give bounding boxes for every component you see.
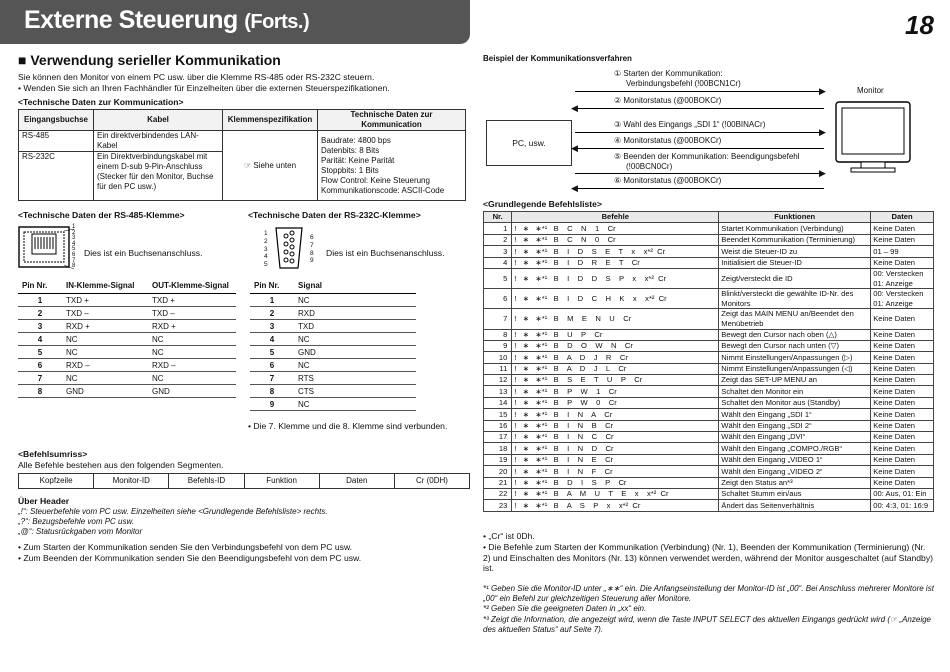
- rs485-row: [18, 346, 236, 359]
- pin-number: 2: [250, 307, 294, 320]
- signal: RTS: [294, 372, 416, 385]
- signal: CTS: [294, 385, 416, 398]
- command-data: Keine Daten: [871, 466, 934, 477]
- command-code: ! ∗ ∗*¹ B A M U T E x x*² Cr: [512, 488, 719, 499]
- command-code: ! ∗ ∗*¹ B P W 0 Cr: [512, 397, 719, 408]
- command-function: Wählt den Eingang „SDI 2“: [719, 420, 871, 431]
- command-data: Keine Daten: [871, 363, 934, 374]
- note-cr: • „Cr“ ist 0Dh.: [483, 531, 535, 541]
- command-data: Keine Daten: [871, 397, 934, 408]
- in-signal: TXD –: [62, 307, 148, 320]
- command-row: [484, 432, 934, 443]
- command-number: 10: [484, 352, 512, 363]
- command-data: Keine Daten: [871, 340, 934, 351]
- command-data: Keine Daten: [871, 309, 934, 329]
- cable-rs232: Ein Direktverbindungskabel mit einem D-sub 9-Pin-Anschluss (Stecker für den Monitor, Buchse für den PC usw.): [94, 152, 223, 201]
- step-1: ① Starten der Kommunikation:: [614, 69, 723, 78]
- command-row: [484, 352, 934, 363]
- command-number: 15: [484, 409, 512, 420]
- step-1b: Verbindungsbefehl (!00BCN1Cr): [626, 79, 741, 88]
- header-info-line: „?“: Bezugsbefehle vom PC usw.: [18, 517, 135, 526]
- arrowhead-right-icon: ▶: [819, 127, 826, 137]
- tech-table: [18, 109, 466, 201]
- cmd-th-function: Funktionen: [719, 212, 871, 223]
- command-function: Nimmt Einstellungen/Anpassungen (▷): [719, 352, 871, 363]
- befehl-heading: <Befehlsumriss>: [18, 449, 88, 459]
- pin-number: 2: [18, 307, 62, 320]
- th-cable: Kabel: [94, 110, 223, 131]
- command-function: Bewegt den Cursor nach oben (△): [719, 329, 871, 340]
- command-rows: [484, 223, 934, 511]
- command-function: Zeigt den Status an*³: [719, 477, 871, 488]
- command-number: 9: [484, 340, 512, 351]
- signal: TXD: [294, 320, 416, 333]
- command-row: [484, 466, 934, 477]
- step-5: ⑤ Beenden der Kommunikation: Beendigungsbefehl: [614, 152, 800, 161]
- command-code: ! ∗ ∗*¹ B A S P x x*² Cr: [512, 500, 719, 511]
- rs232-row: [250, 307, 416, 320]
- pin-number: 7: [18, 372, 62, 385]
- command-code: ! ∗ ∗*¹ B I N F Cr: [512, 466, 719, 477]
- pin-number: 6: [18, 359, 62, 372]
- command-data: Keine Daten: [871, 386, 934, 397]
- command-data: 01 – 99: [871, 246, 934, 257]
- pin-number: 1: [250, 294, 294, 307]
- out-signal: NC: [148, 372, 236, 385]
- command-function: Startet Kommunikation (Verbindung): [719, 223, 871, 234]
- command-code: ! ∗ ∗*¹ B U P Cr: [512, 329, 719, 340]
- command-function: Schaltet den Monitor aus (Standby): [719, 397, 871, 408]
- port-rs232: RS-232C: [19, 152, 94, 201]
- command-code: ! ∗ ∗*¹ B I N B Cr: [512, 420, 719, 431]
- rs232-row: [250, 372, 416, 385]
- monitor-label: Monitor: [857, 86, 884, 95]
- pin-number: 5: [250, 346, 294, 359]
- command-code: ! ∗ ∗*¹ B P W 1 Cr: [512, 386, 719, 397]
- command-data: Keine Daten: [871, 375, 934, 386]
- command-function: Ändert das Seitenverhältnis: [719, 500, 871, 511]
- rs485-heading: <Technische Daten der RS-485-Klemme>: [18, 210, 185, 220]
- out-signal: TXD –: [148, 307, 236, 320]
- pin-number: 3: [250, 320, 294, 333]
- rs232-pin-label: 3: [264, 245, 268, 253]
- command-data: 00: Aus, 01: Ein: [871, 488, 934, 499]
- pin-number: 1: [18, 294, 62, 307]
- header-info-line: „@“: Statusrückgaben vom Monitor: [18, 527, 143, 536]
- in-signal: NC: [62, 346, 148, 359]
- rs232-row: [250, 359, 416, 372]
- pin-number: 8: [250, 385, 294, 398]
- footnote-3: *³ Zeigt die Information, die angezeigt wird, wenn die Taste INPUT SELECT des aktuellen Eingangs gedrückt wird (☞ „Anzeige des aktuellen Status“ auf Seite 7).: [483, 615, 931, 634]
- command-code: ! ∗ ∗*¹ B C N 0 Cr: [512, 234, 719, 245]
- arrowhead-left-icon: ◀: [571, 143, 578, 153]
- port-rs485: RS-485: [19, 131, 94, 152]
- command-row: [484, 268, 934, 288]
- rs485-conn-note: Dies ist ein Buchsenanschluss.: [84, 248, 203, 258]
- command-number: 13: [484, 386, 512, 397]
- command-number: 3: [484, 246, 512, 257]
- rs232-conn-note: Dies ist ein Buchsenanschluss.: [326, 248, 445, 258]
- command-row: [484, 309, 934, 329]
- command-data: Keine Daten: [871, 454, 934, 465]
- rs232-pin-label: 8: [310, 249, 314, 257]
- command-row: [484, 329, 934, 340]
- command-number: 23: [484, 500, 512, 511]
- list-heading: <Grundlegende Befehlsliste>: [483, 199, 602, 209]
- rs485-pin-label: 2: [72, 229, 76, 236]
- rs485-pin-label: 1: [72, 224, 76, 230]
- command-number: 16: [484, 420, 512, 431]
- segment-command-id: Befehls-ID: [169, 474, 244, 488]
- command-code: ! ∗ ∗*¹ B I D R E T Cr: [512, 257, 719, 268]
- command-data: Keine Daten: [871, 352, 934, 363]
- signal: NC: [294, 333, 416, 346]
- footnote-2: *² Geben Sie die geeigneten Daten in „xx“ ein.: [483, 604, 647, 613]
- step-4: ④ Monitorstatus (@00BOKCr): [614, 136, 722, 145]
- rs485-rows: [18, 294, 236, 398]
- befehl-desc: Alle Befehle bestehen aus den folgenden Segmenten.: [18, 460, 224, 470]
- command-number: 8: [484, 329, 512, 340]
- rs232-row: [250, 385, 416, 398]
- command-function: Wählt den Eingang „VIDEO 1“: [719, 454, 871, 465]
- arrow-right-5: [575, 173, 824, 174]
- in-signal: NC: [62, 333, 148, 346]
- rs485-row: [18, 385, 236, 398]
- command-number: 20: [484, 466, 512, 477]
- pc-box: [486, 120, 572, 166]
- command-row: [484, 246, 934, 257]
- footnote-1: *¹ Geben Sie die Monitor-ID unter „∗∗“ ein. Die Anfangseinstellung der Monitor-ID ist „00“. Bei Anschluss mehrerer Monitore ist „00“ ein Befehl zur gleichzeitigen Steuerung aller Monitore.: [483, 584, 934, 603]
- command-row: [484, 340, 934, 351]
- rs232-pin-label: 7: [310, 241, 314, 249]
- out-signal: NC: [148, 346, 236, 359]
- command-code: ! ∗ ∗*¹ B I N C Cr: [512, 432, 719, 443]
- rs232-th-signal: Signal: [294, 281, 416, 294]
- command-row: [484, 488, 934, 499]
- segment-row: [18, 473, 470, 489]
- signal: NC: [294, 294, 416, 307]
- rs232-pin-label: 2: [264, 237, 268, 245]
- arrow-left-2: [575, 108, 824, 109]
- command-number: 1: [484, 223, 512, 234]
- command-function: Initialisiert die Steuer-ID: [719, 257, 871, 268]
- command-number: 5: [484, 268, 512, 288]
- pin-number: 3: [18, 320, 62, 333]
- arrow-right-1: [575, 91, 824, 92]
- pin-number: 9: [250, 398, 294, 411]
- command-code: ! ∗ ∗*¹ B S E T U P Cr: [512, 375, 719, 386]
- rs232-th-pin: Pin Nr.: [250, 281, 294, 294]
- command-code: ! ∗ ∗*¹ B I D D S P x x*² Cr: [512, 268, 719, 288]
- command-row: [484, 375, 934, 386]
- pin-number: 4: [250, 333, 294, 346]
- intro-bullet: • Wenden Sie sich an Ihren Fachhändler für Einzelheiten über die externen Steuerspezifikationen.: [18, 83, 390, 93]
- rs485-connector: [18, 225, 82, 276]
- arrow-left-6: [575, 188, 824, 189]
- comm-parity: Parität: Keine Parität: [321, 155, 395, 165]
- rs485-pin-label: 7: [72, 257, 76, 264]
- rs485-th-pin: Pin Nr.: [18, 281, 62, 294]
- out-signal: GND: [148, 385, 236, 398]
- comm-code: Kommunikationscode: ASCII-Code: [321, 185, 445, 195]
- arrow-right-3: [575, 132, 824, 133]
- command-row: [484, 397, 934, 408]
- pin-number: 4: [18, 333, 62, 346]
- command-function: Beendet Kommunikation (Terminierung): [719, 234, 871, 245]
- command-row: [484, 420, 934, 431]
- arrowhead-right-icon: ▶: [819, 86, 826, 96]
- monitor-icon: [833, 100, 915, 179]
- rs232-row: [250, 294, 416, 307]
- step-3: ③ Wahl des Eingangs „SDI 1“ (!00BINACr): [614, 120, 766, 129]
- command-code: ! ∗ ∗*¹ B I N E Cr: [512, 454, 719, 465]
- cable-rs485: Ein direktverbindendes LAN-Kabel: [94, 131, 223, 152]
- rs232-heading: <Technische Daten der RS-232C-Klemme>: [248, 210, 421, 220]
- command-data: Keine Daten: [871, 257, 934, 268]
- command-row: [484, 477, 934, 488]
- comm-baud: Baudrate: 4800 bps: [321, 135, 391, 145]
- signal: NC: [294, 398, 416, 411]
- command-number: 14: [484, 397, 512, 408]
- command-function: Wählt den Eingang „DVI“: [719, 432, 871, 443]
- cmd-th-nr: Nr.: [484, 212, 512, 223]
- header-info-bullet: • Zum Beenden der Kommunikation senden Sie den Beendigungsbefehl von dem PC usw.: [18, 553, 362, 563]
- rs232-pin-table: [250, 281, 416, 411]
- command-row: [484, 234, 934, 245]
- th-spec: Klemmenspezifikation: [223, 110, 318, 131]
- arrowhead-left-icon: ◀: [571, 183, 578, 193]
- command-function: Wählt den Eingang „VIDEO 2“: [719, 466, 871, 477]
- signal: RXD: [294, 307, 416, 320]
- signal: NC: [294, 359, 416, 372]
- command-data: Keine Daten: [871, 234, 934, 245]
- in-signal: RXD –: [62, 359, 148, 372]
- out-signal: RXD +: [148, 320, 236, 333]
- command-function: Schaltet Stumm ein/aus: [719, 488, 871, 499]
- command-code: ! ∗ ∗*¹ B I D C H K x x*² Cr: [512, 289, 719, 309]
- out-signal: NC: [148, 333, 236, 346]
- rs232-row: [250, 320, 416, 333]
- command-code: ! ∗ ∗*¹ B C N 1 Cr: [512, 223, 719, 234]
- command-function: Schaltet den Monitor ein: [719, 386, 871, 397]
- signal: GND: [294, 346, 416, 359]
- note-standby: • Die Befehle zum Starten der Kommunikation (Verbindung) (Nr. 1), Beenden der Kommunikation (Terminierung) (Nr. 2) und Einschalten des Monitors (Nr. 13) können verwendet werden, während der Monitor ausgeschaltet (auf Standby) ist.: [483, 542, 933, 573]
- pc-label: PC, usw.: [512, 138, 546, 148]
- command-row: [484, 257, 934, 268]
- command-number: 22: [484, 488, 512, 499]
- out-signal: RXD –: [148, 359, 236, 372]
- command-code: ! ∗ ∗*¹ B M E N U Cr: [512, 309, 719, 329]
- command-data: Keine Daten: [871, 477, 934, 488]
- rs485-row: [18, 372, 236, 385]
- out-signal: TXD +: [148, 294, 236, 307]
- command-row: [484, 289, 934, 309]
- step-2: ② Monitorstatus (@00BOKCr): [614, 96, 722, 105]
- command-row: [484, 409, 934, 420]
- monitor-icon: [833, 100, 915, 174]
- rs485-row: [18, 359, 236, 372]
- command-function: Blinkt/versteckt die gewählte ID-Nr. des Monitors: [719, 289, 871, 309]
- command-number: 19: [484, 454, 512, 465]
- command-function: Zeigt/versteckt die ID: [719, 268, 871, 288]
- command-data: Keine Daten: [871, 409, 934, 420]
- command-function: Bewegt den Cursor nach unten (▽): [719, 340, 871, 351]
- header-info-line: „!“: Steuerbefehle vom PC usw. Einzelheiten siehe <Grundlegende Befehlsliste> rechts.: [18, 507, 328, 516]
- rs485-th-out: OUT-Klemme-Signal: [148, 281, 236, 294]
- command-number: 4: [484, 257, 512, 268]
- rs485-th-in: IN-Klemme-Signal: [62, 281, 148, 294]
- th-comm: Technische Daten zur Kommunication: [318, 110, 466, 131]
- rs232-pin-label: 1: [264, 230, 268, 237]
- rs232-connector: [258, 225, 318, 276]
- command-row: [484, 454, 934, 465]
- command-code: ! ∗ ∗*¹ B D I S P Cr: [512, 477, 719, 488]
- step-5b: (!00BCN0Cr): [626, 162, 673, 171]
- rs232-rows: [250, 294, 416, 411]
- intro-text: Sie können den Monitor von einem PC usw. über die Klemme RS-485 oder RS-232C steuern.: [18, 72, 375, 82]
- command-data: Keine Daten: [871, 443, 934, 454]
- command-code: ! ∗ ∗*¹ B I D S E T x x*² Cr: [512, 246, 719, 257]
- command-row: [484, 223, 934, 234]
- cmd-th-data: Daten: [871, 212, 934, 223]
- comm-databits: Datenbits: 8 Bits: [321, 145, 380, 155]
- rs232-pin-left: [264, 230, 268, 269]
- rs232-row: [250, 346, 416, 359]
- command-data: Keine Daten: [871, 223, 934, 234]
- arrowhead-left-icon: ◀: [571, 103, 578, 113]
- command-data: Keine Daten: [871, 432, 934, 443]
- command-function: Wählt den Eingang „SDI 1“: [719, 409, 871, 420]
- pin-number: 6: [250, 359, 294, 372]
- rs485-row: [18, 333, 236, 346]
- command-function: Weist die Steuer-ID zu: [719, 246, 871, 257]
- rs232-note: • Die 7. Klemme und die 8. Klemme sind verbunden.: [248, 421, 448, 431]
- rs485-pin-label: 3: [72, 235, 76, 242]
- pin-number: 7: [250, 372, 294, 385]
- rs232-pin-right: [310, 234, 314, 265]
- page-subtitle: (Forts.): [244, 11, 310, 33]
- rs485-pin-numbers: [72, 225, 75, 270]
- command-number: 6: [484, 289, 512, 309]
- comm-stopbits: Stoppbits: 1 Bits: [321, 165, 379, 175]
- command-number: 17: [484, 432, 512, 443]
- in-signal: RXD +: [62, 320, 148, 333]
- rs485-row: [18, 294, 236, 307]
- pin-number: 8: [18, 385, 62, 398]
- section-title: ■ Verwendung serieller Kommunikation: [18, 52, 281, 68]
- command-code: ! ∗ ∗*¹ B A D J L Cr: [512, 363, 719, 374]
- segment-header: Kopfzeile: [19, 474, 94, 488]
- command-data: 00: Verstecken 01: Anzeige: [871, 268, 934, 288]
- command-row: [484, 363, 934, 374]
- rs485-row: [18, 307, 236, 320]
- rs485-pin-label: 8: [72, 263, 76, 270]
- segment-monitor-id: Monitor-ID: [94, 474, 169, 488]
- segment-cr: Cr (0DH): [415, 476, 448, 485]
- command-number: 21: [484, 477, 512, 488]
- command-number: 2: [484, 234, 512, 245]
- command-number: 7: [484, 309, 512, 329]
- page-title: Externe Steuerung (Forts.): [24, 6, 310, 34]
- command-data: 00: 4:3, 01: 16:9: [871, 500, 934, 511]
- rs232-pin-label: 4: [264, 253, 268, 261]
- spec-ref: ☞ Siehe unten: [223, 131, 318, 201]
- rs485-pin-label: 6: [72, 251, 76, 258]
- in-signal: NC: [62, 372, 148, 385]
- command-data: Keine Daten: [871, 329, 934, 340]
- command-data: Keine Daten: [871, 420, 934, 431]
- in-signal: TXD +: [62, 294, 148, 307]
- command-function: Zeigt das SET-UP MENU an: [719, 375, 871, 386]
- segment-function: Funktion: [245, 474, 320, 488]
- arrow-left-4: [575, 148, 824, 149]
- command-table: [483, 211, 934, 512]
- tech-heading: <Technische Daten zur Kommunication>: [18, 97, 184, 107]
- segment-data: Daten: [320, 474, 395, 488]
- header-info-bullet: • Zum Starten der Kommunikation senden Sie den Verbindungsbefehl von dem PC usw.: [18, 542, 353, 552]
- rs232-pin-label: 5: [264, 261, 268, 269]
- command-row: [484, 443, 934, 454]
- command-code: ! ∗ ∗*¹ B A D J R Cr: [512, 352, 719, 363]
- rs232-row: [250, 398, 416, 411]
- header-info-title: Über Header: [18, 496, 70, 506]
- comm-spec: [318, 131, 466, 201]
- th-port: Eingangsbuchse: [19, 110, 94, 131]
- command-number: 11: [484, 363, 512, 374]
- command-code: ! ∗ ∗*¹ B I N A Cr: [512, 409, 719, 420]
- step-6: ⑥ Monitorstatus (@00BOKCr): [614, 176, 722, 185]
- rs485-pin-label: 4: [72, 240, 76, 247]
- page-number: 18: [905, 10, 934, 40]
- command-number: 12: [484, 375, 512, 386]
- command-function: Wählt den Eingang „COMPO./RGB“: [719, 443, 871, 454]
- arrowhead-right-icon: ▶: [819, 168, 826, 178]
- example-heading: Beispiel der Kommunikationsverfahren: [483, 54, 632, 63]
- command-code: ! ∗ ∗*¹ B D O W N Cr: [512, 340, 719, 351]
- cmd-th-command: Befehle: [512, 212, 719, 223]
- rs485-pin-label: 5: [72, 246, 76, 253]
- rs232-pin-label: 6: [310, 234, 314, 241]
- command-code: ! ∗ ∗*¹ B I N D Cr: [512, 443, 719, 454]
- command-number: 18: [484, 443, 512, 454]
- rs232-pin-label: 9: [310, 257, 314, 265]
- command-data: 00: Verstecken 01: Anzeige: [871, 289, 934, 309]
- rs485-pin-table: [18, 281, 236, 398]
- command-function: Zeigt das MAIN MENU an/Beendet den Menübetrieb: [719, 309, 871, 329]
- pin-number: 5: [18, 346, 62, 359]
- command-row: [484, 386, 934, 397]
- in-signal: GND: [62, 385, 148, 398]
- command-function: Nimmt Einstellungen/Anpassungen (◁): [719, 363, 871, 374]
- rs232-row: [250, 333, 416, 346]
- rs485-row: [18, 320, 236, 333]
- command-row: [484, 500, 934, 511]
- comm-flow: Flow Control: Keine Steuerung: [321, 175, 430, 185]
